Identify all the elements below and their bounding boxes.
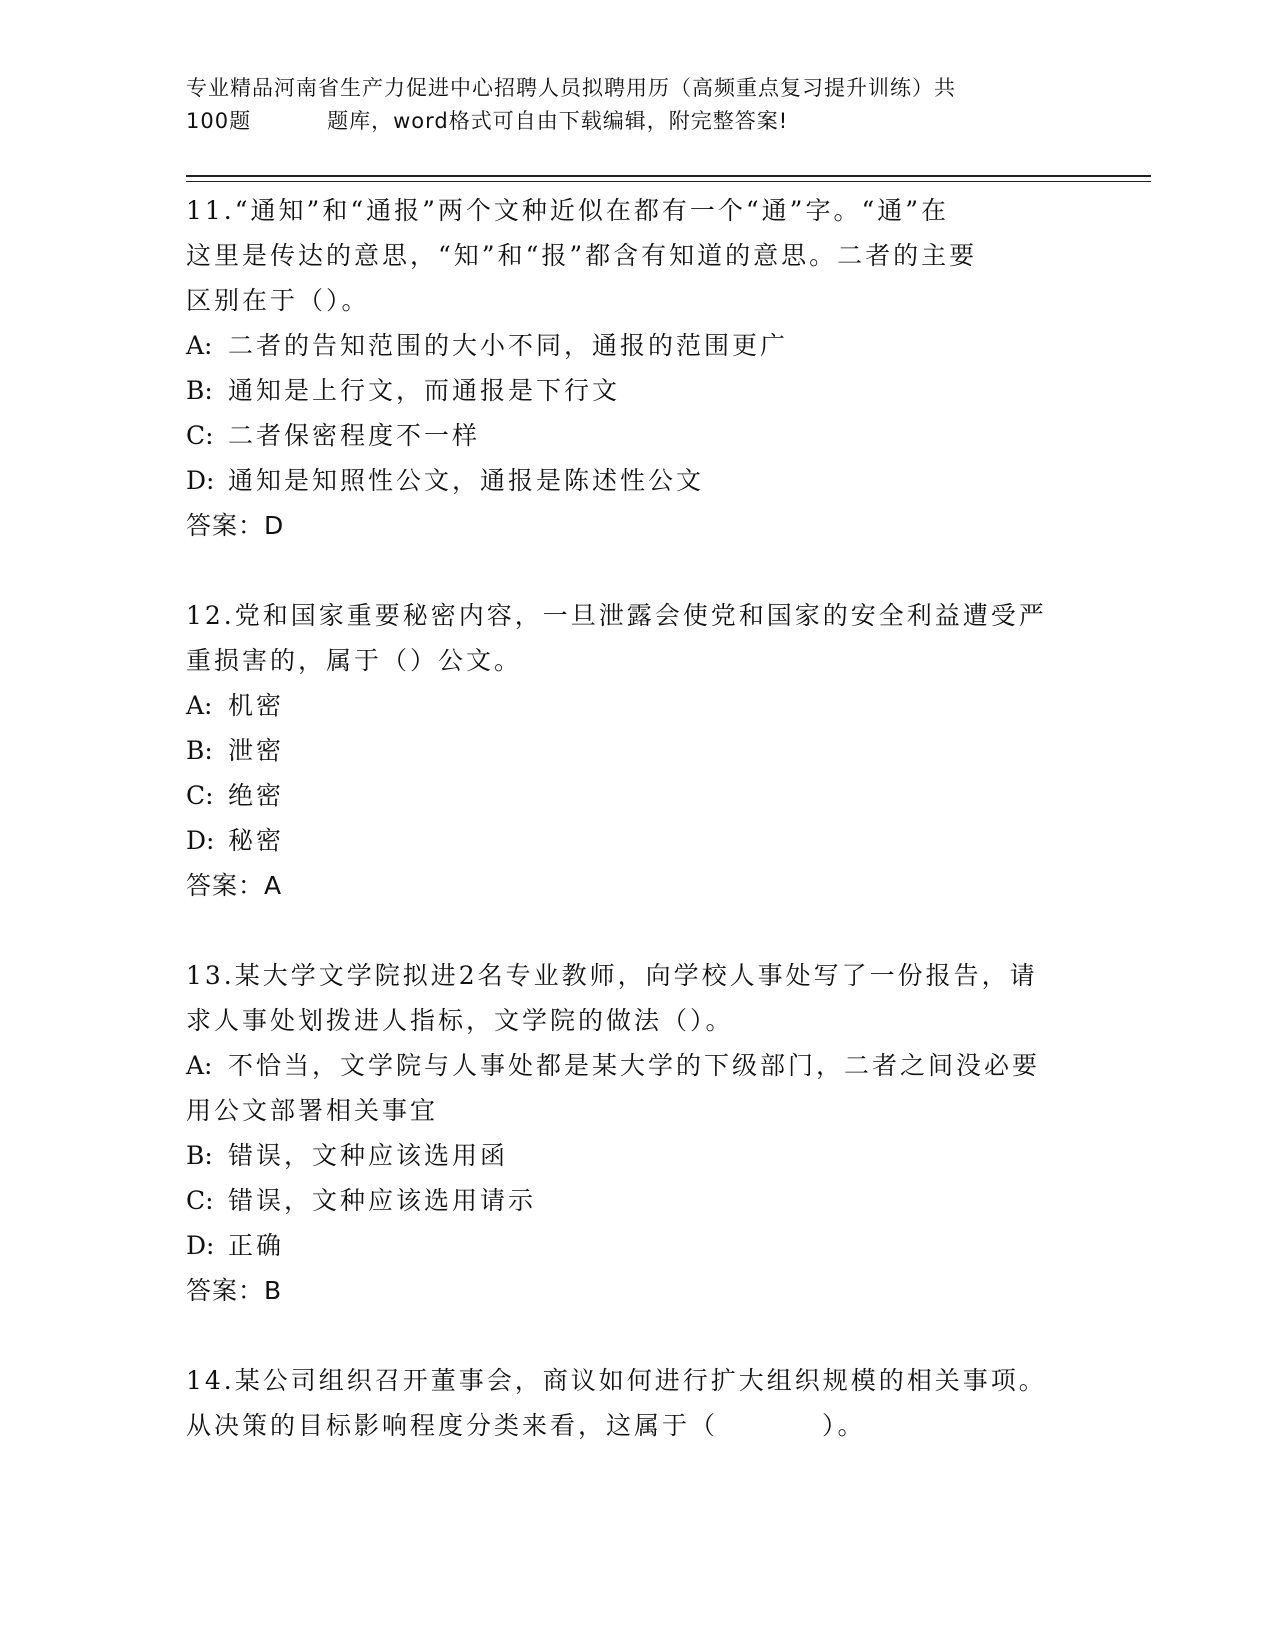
option-text: 二者保密程度不一样 [228,421,481,450]
option-text: 泄密 [228,736,285,765]
answer-label: 答案：B [186,1276,283,1305]
question-14 [186,1358,1066,1448]
option-letter: D: [186,1231,215,1260]
option-letter: B: [186,1141,213,1170]
document-header [186,72,1066,138]
question-11 [186,188,1066,548]
option-letter: D: [186,826,215,855]
option-text: 正确 [228,1231,285,1260]
question-stem-line: 12.党和国家重要秘密内容，一旦泄露会使党和国家的安全利益遭受严 [186,601,1047,630]
option-text: 通知是知照性公文，通报是陈述性公文 [228,466,705,495]
option-d [186,818,1066,863]
option-c [186,1178,1066,1223]
option-a [186,1043,1066,1088]
question-stem-line: 13.某大学文学院拟进2名专业教师，向学校人事处写了一份报告，请 [186,961,1038,990]
option-a [186,323,1066,368]
question-stem-line: 14.某公司组织召开董事会，商议如何进行扩大组织规模的相关事项。 [186,1366,1047,1395]
question-stem-line [186,1403,1066,1448]
option-letter: A: [186,331,213,360]
option-d [186,1223,1066,1268]
option-text: 错误，文种应该选用函 [228,1141,509,1170]
option-c [186,413,1066,458]
header-line-2 [186,105,1066,138]
option-text: 秘密 [228,826,285,855]
header-rule-thick [186,175,1151,177]
question-stem-line: 求人事处划拨进人指标，文学院的做法（）。 [186,1006,734,1035]
option-c [186,773,1066,818]
option-d [186,458,1066,503]
question-stem-tail: ）。 [822,1411,866,1440]
option-letter: A: [186,1051,213,1080]
question-stem-line: 重损害的，属于（）公文。 [186,646,523,675]
option-text: 机密 [228,691,285,720]
option-text: 绝密 [228,781,285,810]
question-stem-text: 从决策的目标影响程度分类来看，这属于（ [186,1411,719,1440]
option-text: 通知是上行文，而通报是下行文 [228,376,621,405]
option-text: 不恰当，文学院与人事处都是某大学的下级部门，二者之间没必要 [228,1051,1041,1080]
option-a-continued: 用公文部署相关事宜 [186,1096,439,1125]
option-letter: A: [186,691,213,720]
header-rule-thin [186,181,1151,182]
header-line-1: 专业精品河南省生产力促进中心招聘人员拟聘用历（高频重点复习提升训练）共 [186,76,956,100]
option-b [186,1133,1066,1178]
option-letter: D: [186,466,215,495]
answer-label: 答案：D [186,511,285,540]
option-letter: B: [186,376,213,405]
option-letter: C: [186,421,214,450]
option-b [186,728,1066,773]
option-letter: B: [186,736,213,765]
option-text: 错误，文种应该选用请示 [228,1186,537,1215]
header-description: 题库，word格式可自由下载编辑，附完整答案! [327,109,789,133]
question-12 [186,593,1066,908]
header-count: 100题 [186,109,252,133]
answer-label: 答案：A [186,871,283,900]
option-a [186,683,1066,728]
question-13 [186,953,1066,1313]
question-list [186,188,1066,1448]
question-stem-line: 区别在于（）。 [186,286,370,315]
option-b [186,368,1066,413]
option-text: 二者的告知范围的大小不同，通报的范围更广 [228,331,789,360]
option-letter: C: [186,1186,214,1215]
option-letter: C: [186,781,214,810]
question-stem-line: 这里是传达的意思，“知”和“报”都含有知道的意思。二者的主要 [186,241,978,270]
question-stem-line: 11.“通知”和“通报”两个文种近似在都有一个“通”字。“通”在 [186,196,950,225]
